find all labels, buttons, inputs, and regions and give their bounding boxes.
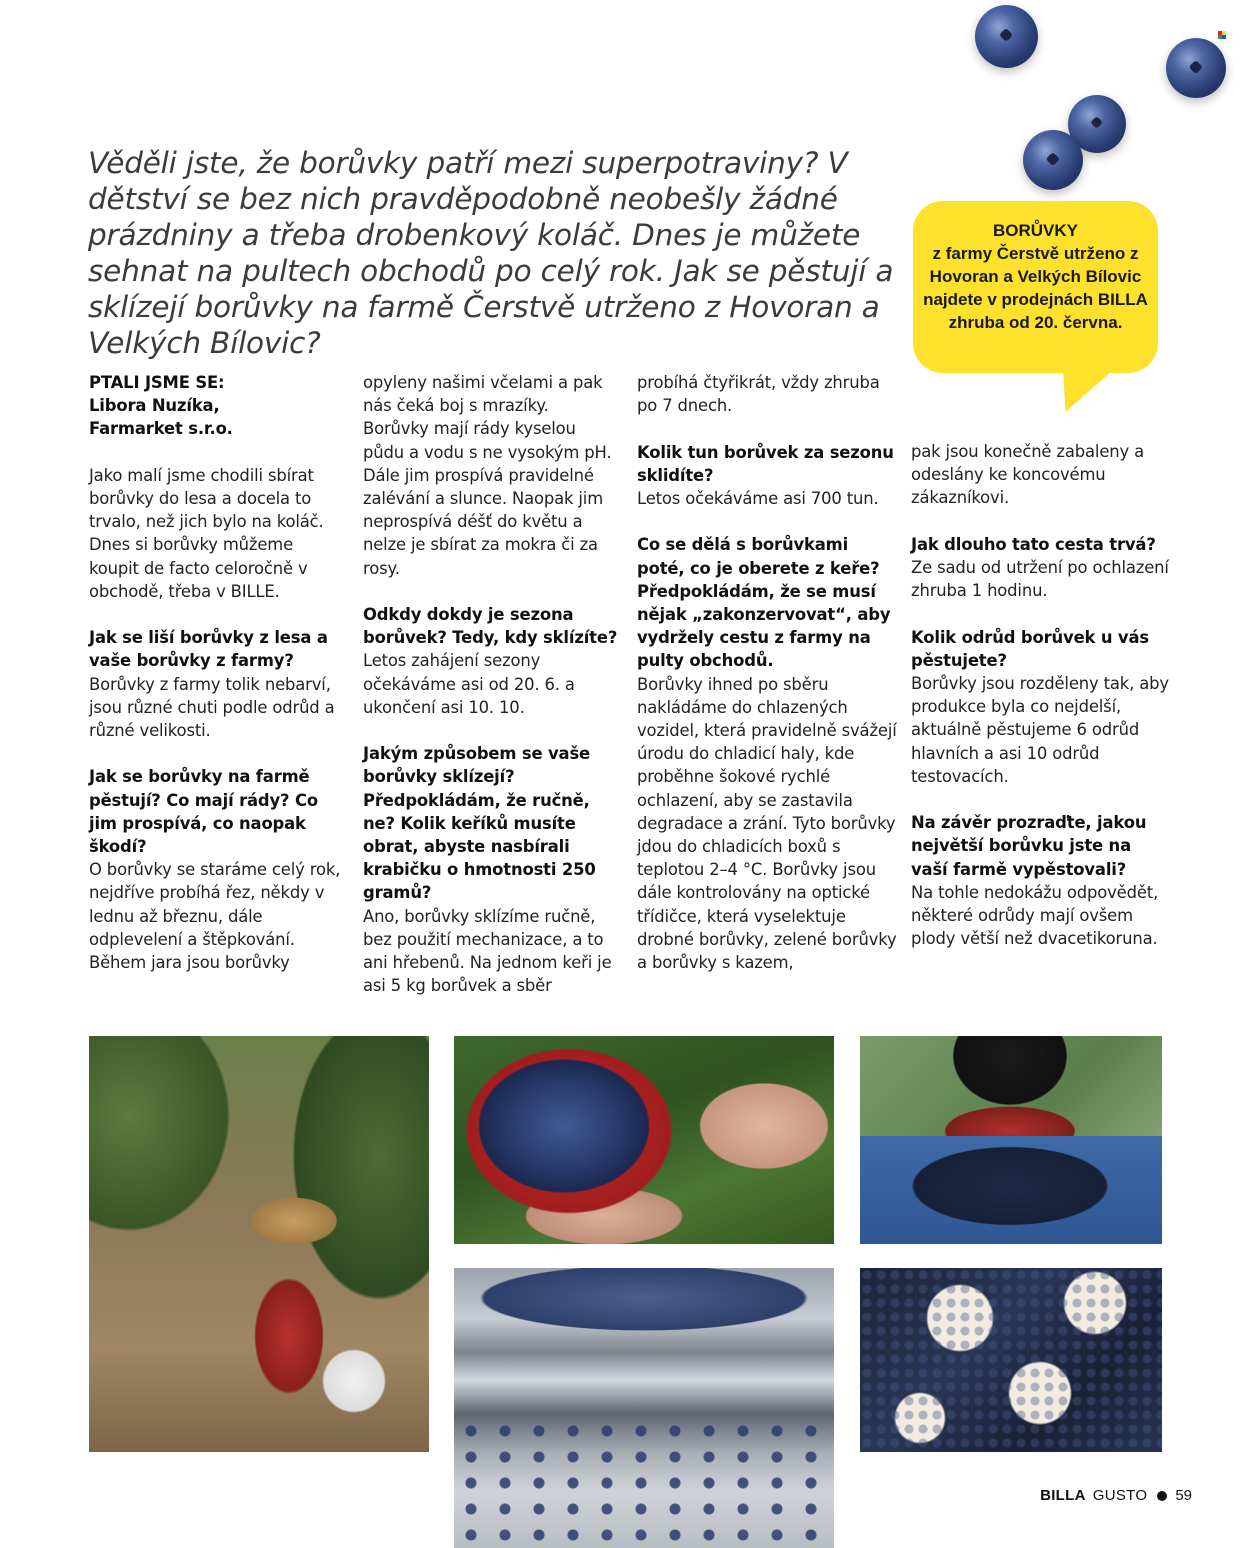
qa-block: [911, 533, 1171, 603]
article-column-2: [363, 371, 618, 997]
article-column-1: [89, 371, 344, 974]
question: Jak se borůvky na farmě pěstují? Co mají rády? Co jim prospívá, co naopak škodí?: [89, 767, 318, 857]
blueberry-decoration-4: [1023, 130, 1083, 190]
answer-continuation: pak jsou konečně zabaleny a odeslány ke koncovému zákazníkovi.: [911, 442, 1144, 508]
question: Na závěr prozraďte, jakou největší borůvku jste na vaší farmě vypěstovali?: [911, 813, 1147, 879]
answer: Ze sadu od utržení po ochlazení zhruba 1 hodinu.: [911, 558, 1169, 601]
photo-bowl-of-blueberries: [454, 1036, 834, 1244]
footer-brand: BILLA: [1040, 1487, 1086, 1504]
answer: Borůvky jsou rozděleny tak, aby produkce byla co nejdelší, aktuálně pěstujeme 6 odrůd hlavních a asi 10 odrůd testovacích.: [911, 674, 1169, 786]
answer: Borůvky z farmy tolik nebarví, jsou různé chuti podle odrůd a různé velikosti.: [89, 674, 335, 741]
qa-block: [363, 742, 618, 997]
answer: Ano, borůvky sklízíme ručně, bez použití mechanizace, a to ani hřebenů. Na jednom keři je asi 5 kg borůvek a sběr: [363, 906, 612, 996]
callout-text: [913, 219, 1158, 334]
answer-continuation: probíhá čtyřikrát, vždy zhruba po 7 dnech.: [637, 373, 880, 416]
qa-block: [911, 626, 1171, 788]
qa-block: [89, 626, 344, 742]
qa-block: [637, 533, 897, 974]
footer-bullet: [1157, 1491, 1167, 1501]
callout-body: z farmy Čerstvě utrženo z Hovoran a Velkých Bílovic najdete v prodejnách BILLA zhruba od 20. června.: [923, 244, 1148, 332]
question: Jak dlouho tato cesta trvá?: [911, 534, 1156, 554]
question: Jakým způsobem se vaše borůvky sklízejí? Předpokládám, že ručně, ne? Kolik keříků musíte obrat, abyste nasbírali krabičku o hmotnosti 250 gramů?: [363, 744, 596, 903]
page-number: 59: [1175, 1487, 1192, 1504]
interviewee-name: Libora Nuzíka,: [89, 396, 220, 416]
photo-sorting-berries: [454, 1418, 834, 1548]
article-column-3: [637, 371, 897, 974]
interviewee-company: Farmarket s.r.o.: [89, 419, 233, 439]
photo-packaged-berries-texture: [860, 1268, 1162, 1452]
corner-color-mark: [1218, 31, 1226, 39]
interview-credits: [89, 371, 344, 441]
answer: Borůvky ihned po sběru nakládáme do chlazených vozidel, která pravidelně svážejí úrodu do chladicí haly, kde proběhne šokové rychlé ochlazení, aby se zastavila degradace a zrání. Tyto borůvky jdou do chladicích boxů s teplotou 2–4 °C. Borůvky jsou dále kontrolovány na optické třídičce, která vyselektuje drobné borůvky, zelené borůvky a borůvky s kazem,: [637, 674, 897, 973]
footer-section: GUSTO: [1092, 1487, 1148, 1504]
qa-block: [89, 765, 344, 974]
callout-title: BORŮVKY: [992, 221, 1078, 240]
question: Kolik odrůd borůvek u vás pěstujete?: [911, 627, 1149, 670]
photo-crate-of-blueberries: [860, 1036, 1162, 1244]
photo-picking-blueberries: [89, 1036, 429, 1452]
qa-block: [363, 603, 618, 719]
answer-continuation: opyleny našimi včelami a pak nás čeká boj s mrazíky. Borůvky mají rády kyselou půdu a vodu s ne vysokým pH. Dále jim prospívá pravidelné zalévání a slunce. Naopak jim neprospívá déšť do květu a nelze je sbírat za mokra či za rosy.: [363, 373, 612, 578]
question: Jak se liší borůvky z lesa a vaše borůvky z farmy?: [89, 628, 328, 671]
asked-label: PTALI JSME SE:: [89, 373, 225, 392]
blueberry-decoration-1: [975, 5, 1038, 68]
photo-packaged-blueberries: [860, 1268, 1162, 1452]
answer-paragraph: Jako malí jsme chodili sbírat borůvky do lesa a docela to trvalo, než jich bylo na koláč. Dnes si borůvky můžeme koupit de facto celoročně v obchodě, třeba v BILLE.: [89, 465, 324, 601]
article-column-4: [911, 440, 1171, 950]
blueberry-decoration-2: [1166, 38, 1226, 98]
answer: O borůvky se staráme celý rok, nejdříve probíhá řez, někdy v lednu až březnu, dále odplevelení a štěpkování. Během jara jsou borůvky: [89, 860, 341, 973]
page-footer: [1040, 1486, 1192, 1506]
question: Co se dělá s borůvkami poté, co je oberete z keře? Předpokládám, že se musí nějak „zakonzervovat“, aby vydržely cestu z farmy na pulty obchodů.: [637, 535, 891, 671]
qa-block: [911, 811, 1171, 950]
answer: Letos očekáváme asi 700 tun.: [637, 489, 879, 508]
qa-block: [637, 441, 897, 511]
answer: Letos zahájení sezony očekáváme asi od 20. 6. a ukončení asi 10. 10.: [363, 651, 575, 717]
photo-sorting-line: [454, 1268, 834, 1548]
answer: Na tohle nedokážu odpovědět, některé odrůdy mají ovšem plody větší než dvacetikoruna.: [911, 882, 1159, 949]
question: Odkdy dokdy je sezona borůvek? Tedy, kdy sklízíte?: [363, 605, 618, 648]
question: Kolik tun borůvek za sezonu sklidíte?: [637, 442, 894, 485]
intro-paragraph: Věděli jste, že borůvky patří mezi superpotraviny? V dětství se bez nich pravděpodobně neobešly žádné prázdniny a třeba drobenkový koláč. Dnes je můžete sehnat na pultech obchodů po celý rok. Jak se pěstují a sklízejí borůvky na farmě Čerstvě utrženo z Hovoran a Velkých Bílovic?: [88, 146, 894, 360]
